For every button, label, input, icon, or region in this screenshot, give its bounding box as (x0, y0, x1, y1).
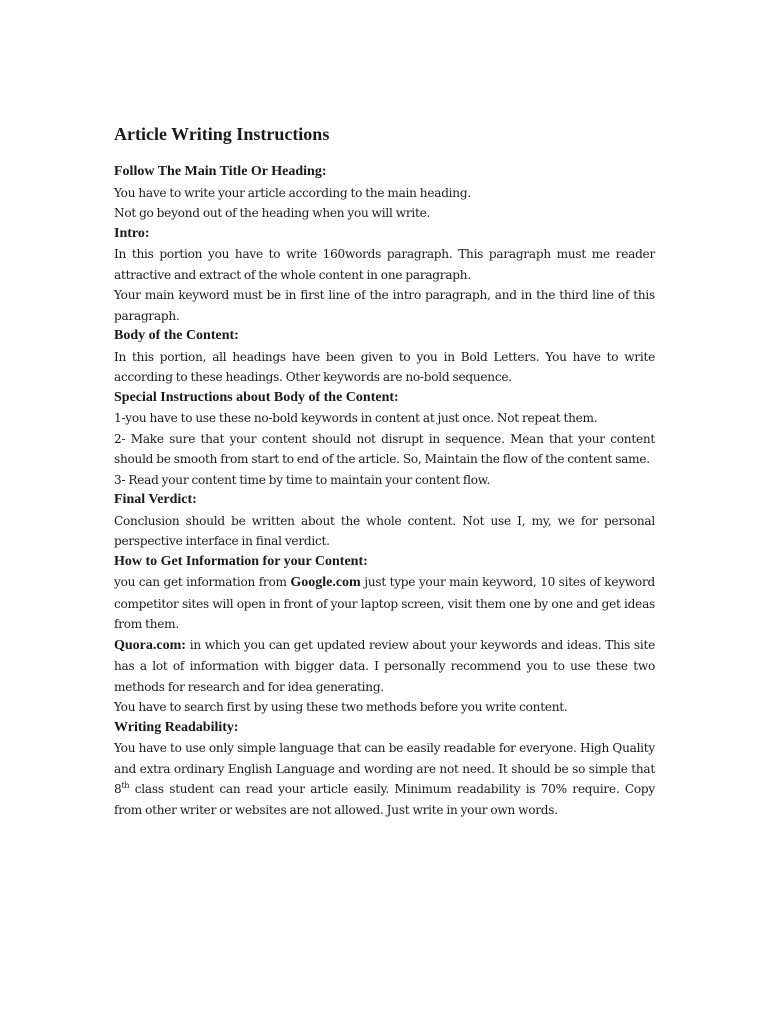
paragraph: In this portion you have to write 160words paragraph. This paragraph must me reader attractive and extract of the whole content in one paragraph. (114, 247, 655, 282)
paragraph: In this portion, all headings have been given to you in Bold Letters. You have to write according to these headings. Other keywords are no-bold sequence. (114, 349, 655, 384)
text-run: class student can read your article easily. Minimum readability is 70% require. Copy from other writer or websites are not allowed. Just write in your own words. (114, 782, 655, 817)
paragraph: 3- Read your content time by time to maintain your content flow. (114, 472, 491, 487)
text-run: you can get information from (114, 575, 291, 589)
paragraph: 1-you have to use these no-bold keywords in content at just once. Not repeat them. (114, 411, 598, 425)
section-heading-main-title: Follow The Main Title Or Heading: (114, 164, 327, 179)
paragraph: Your main keyword must be in first line of the intro paragraph, and in the third line of this paragraph. (114, 288, 655, 323)
bold-text-quora: Quora.com: (114, 637, 186, 653)
section-heading-special-instructions: Special Instructions about Body of the Content: (114, 389, 399, 405)
document-title: Article Writing Instructions (114, 124, 330, 144)
text-run: in which you can get updated review about your keywords and ideas. This site has a lot of information with bigger data. I personally recommend you to use these two methods for research and for idea generating. (114, 637, 655, 694)
paragraph (114, 572, 655, 635)
paragraph: Not go beyond out of the heading when you will write. (114, 206, 431, 220)
section-heading-get-information: How to Get Information for your Content: (114, 553, 368, 569)
section-heading-readability: Writing Readability: (114, 719, 239, 735)
superscript: th (121, 780, 130, 790)
section-heading-final-verdict: Final Verdict: (114, 492, 197, 507)
bold-text-google: Google.com (290, 575, 361, 590)
section-heading-body: Body of the Content: (114, 328, 239, 343)
section-heading-intro: Intro: (114, 225, 150, 241)
paragraph (114, 635, 655, 698)
paragraph: You have to write your article according to the main heading. (114, 185, 471, 200)
paragraph: You have to search first by using these two methods before you write content. (114, 700, 568, 714)
text-run: You have to use only simple language that can be easily readable for everyone. High Quality and extra ordinary English Language and wording are not need. It should be so simple that 8 (114, 741, 655, 796)
document-page (114, 122, 655, 820)
text-run: just type your main keyword, 10 sites of keyword competitor sites will open in front of your laptop screen, visit them one by one and get ideas from them. (114, 575, 655, 631)
paragraph: Conclusion should be written about the whole content. Not use I, my, we for personal perspective interface in final verdict. (114, 513, 655, 548)
paragraph (114, 738, 655, 820)
paragraph: 2- Make sure that your content should not disrupt in sequence. Mean that your content should be smooth from start to end of the article. So, Maintain the flow of the content same. (114, 431, 655, 466)
